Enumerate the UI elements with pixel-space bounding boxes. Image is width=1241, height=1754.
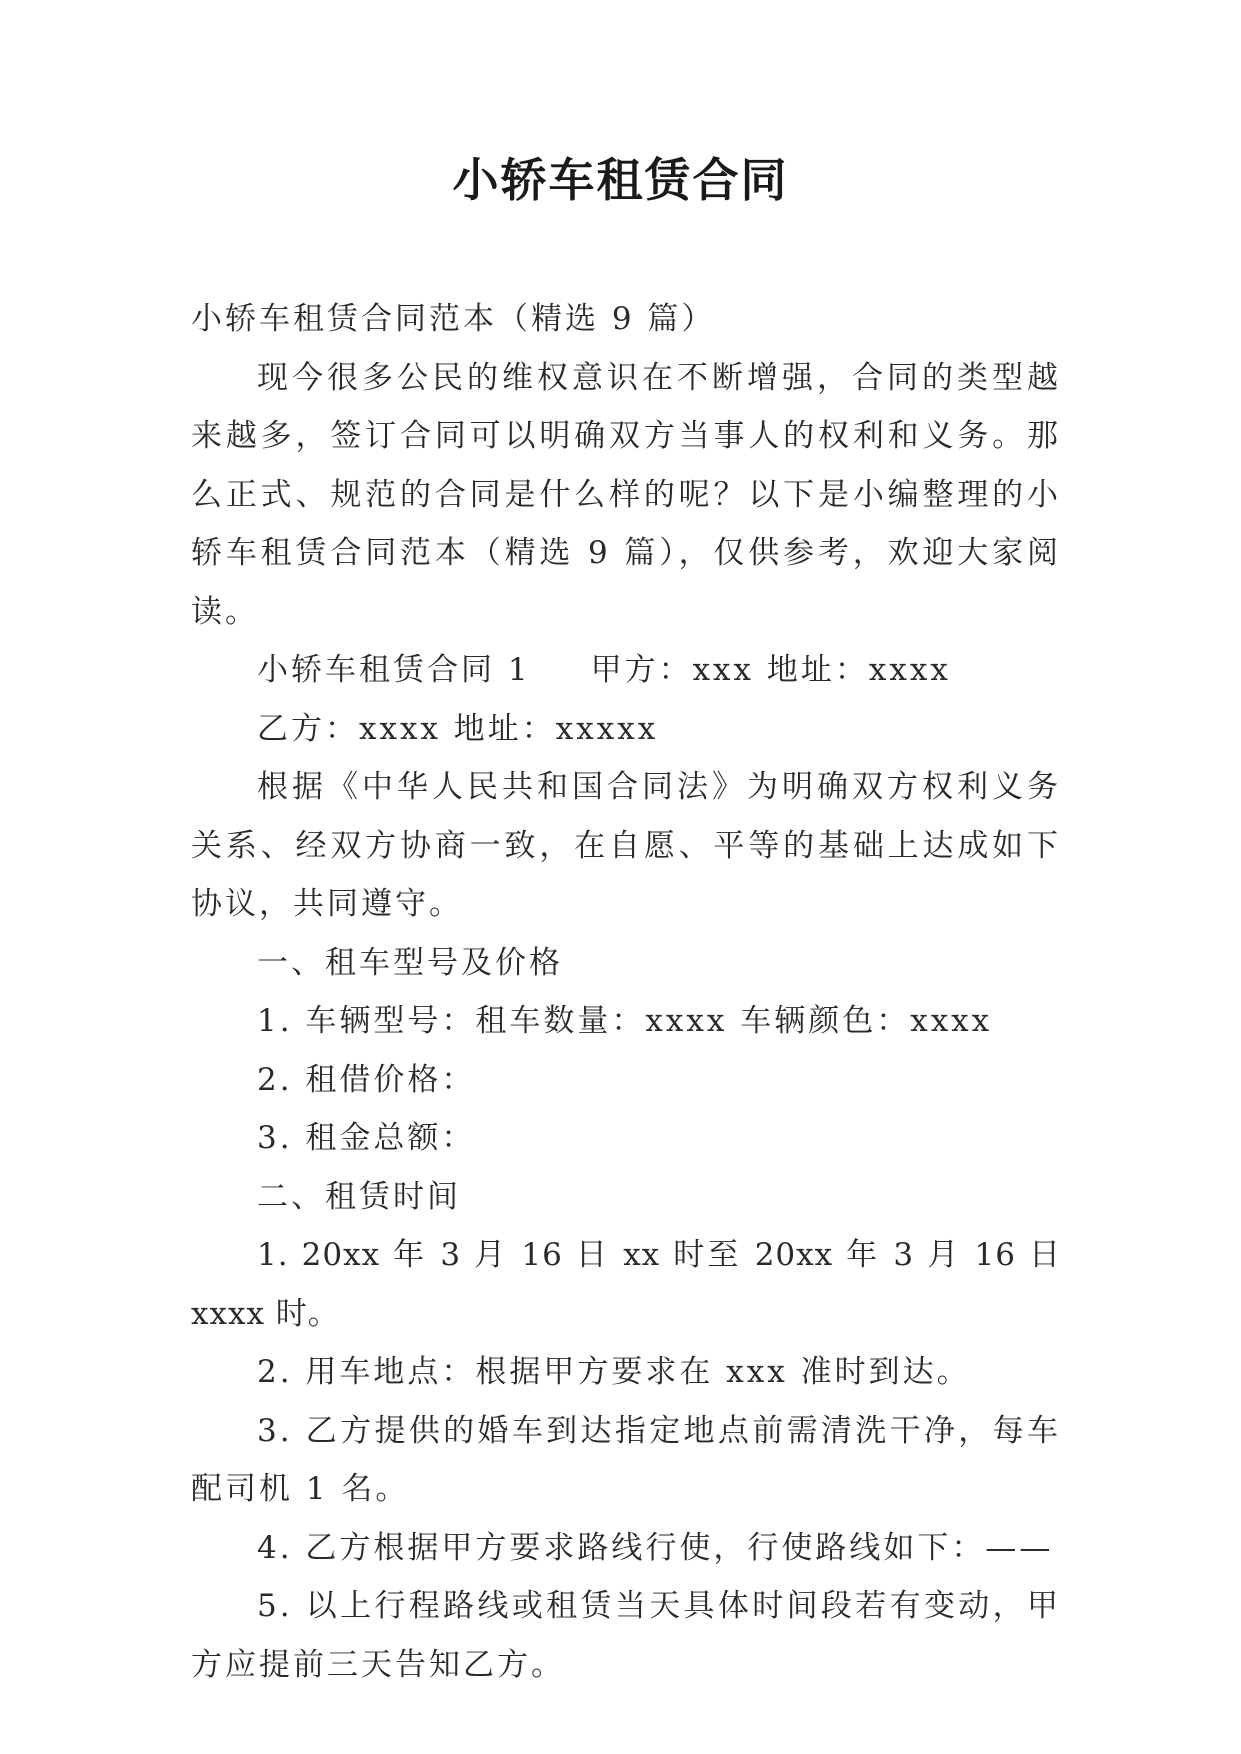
section-heading-2: 二、租赁时间 <box>257 1178 461 1215</box>
paragraph-preamble: 根据《中华人民共和国合同法》为明确双方权利义务关系、经双方协商一致，在自愿、平等的基础上达成如下协议，共同遵守。 <box>191 769 1061 922</box>
document-subtitle: 小轿车租赁合同范本（精选 9 篇） <box>191 301 716 337</box>
list-item: 3. 乙方提供的婚车到达指定地点前需清洗干净，每车配司机 1 名。 <box>191 1412 1061 1507</box>
list-item: 2. 租借价格： <box>257 1061 476 1098</box>
list-item: 1. 车辆型号：租车数量：xxxx 车辆颜色：xxxx <box>257 1003 993 1039</box>
document-body <box>191 290 1061 1694</box>
contract-label: 小轿车租赁合同 1 <box>257 652 531 688</box>
section-heading-1: 一、租车型号及价格 <box>257 944 563 981</box>
document-title: 小轿车租赁合同 <box>452 153 789 207</box>
list-item: 2. 用车地点：根据甲方要求在 xxx 准时到达。 <box>257 1354 971 1390</box>
party-a-line: 甲方：xxx 地址：xxxx <box>590 652 951 688</box>
party-b-line: 乙方：xxxx 地址：xxxxx <box>257 710 659 747</box>
list-item: 3. 租金总额： <box>257 1120 476 1156</box>
list-item: 1. 20xx 年 3 月 16 日 xx 时至 20xx 年 3 月 16 日 xxxx 时。 <box>191 1237 1061 1332</box>
list-item: 5. 以上行程路线或租赁当天具体时间段若有变动，甲方应提前三天告知乙方。 <box>191 1588 1061 1683</box>
list-item: 4. 乙方根据甲方要求路线行使，行使路线如下：—— <box>257 1529 1054 1566</box>
paragraph-intro: 现今很多公民的维权意识在不断增强，合同的类型越来越多，签订合同可以明确双方当事人的权利和义务。那么正式、规范的合同是什么样的呢？以下是小编整理的小轿车租赁合同范本（精选 9 篇），仅供参考，欢迎大家阅读。 <box>191 359 1061 630</box>
contract-header-line <box>191 641 1061 700</box>
